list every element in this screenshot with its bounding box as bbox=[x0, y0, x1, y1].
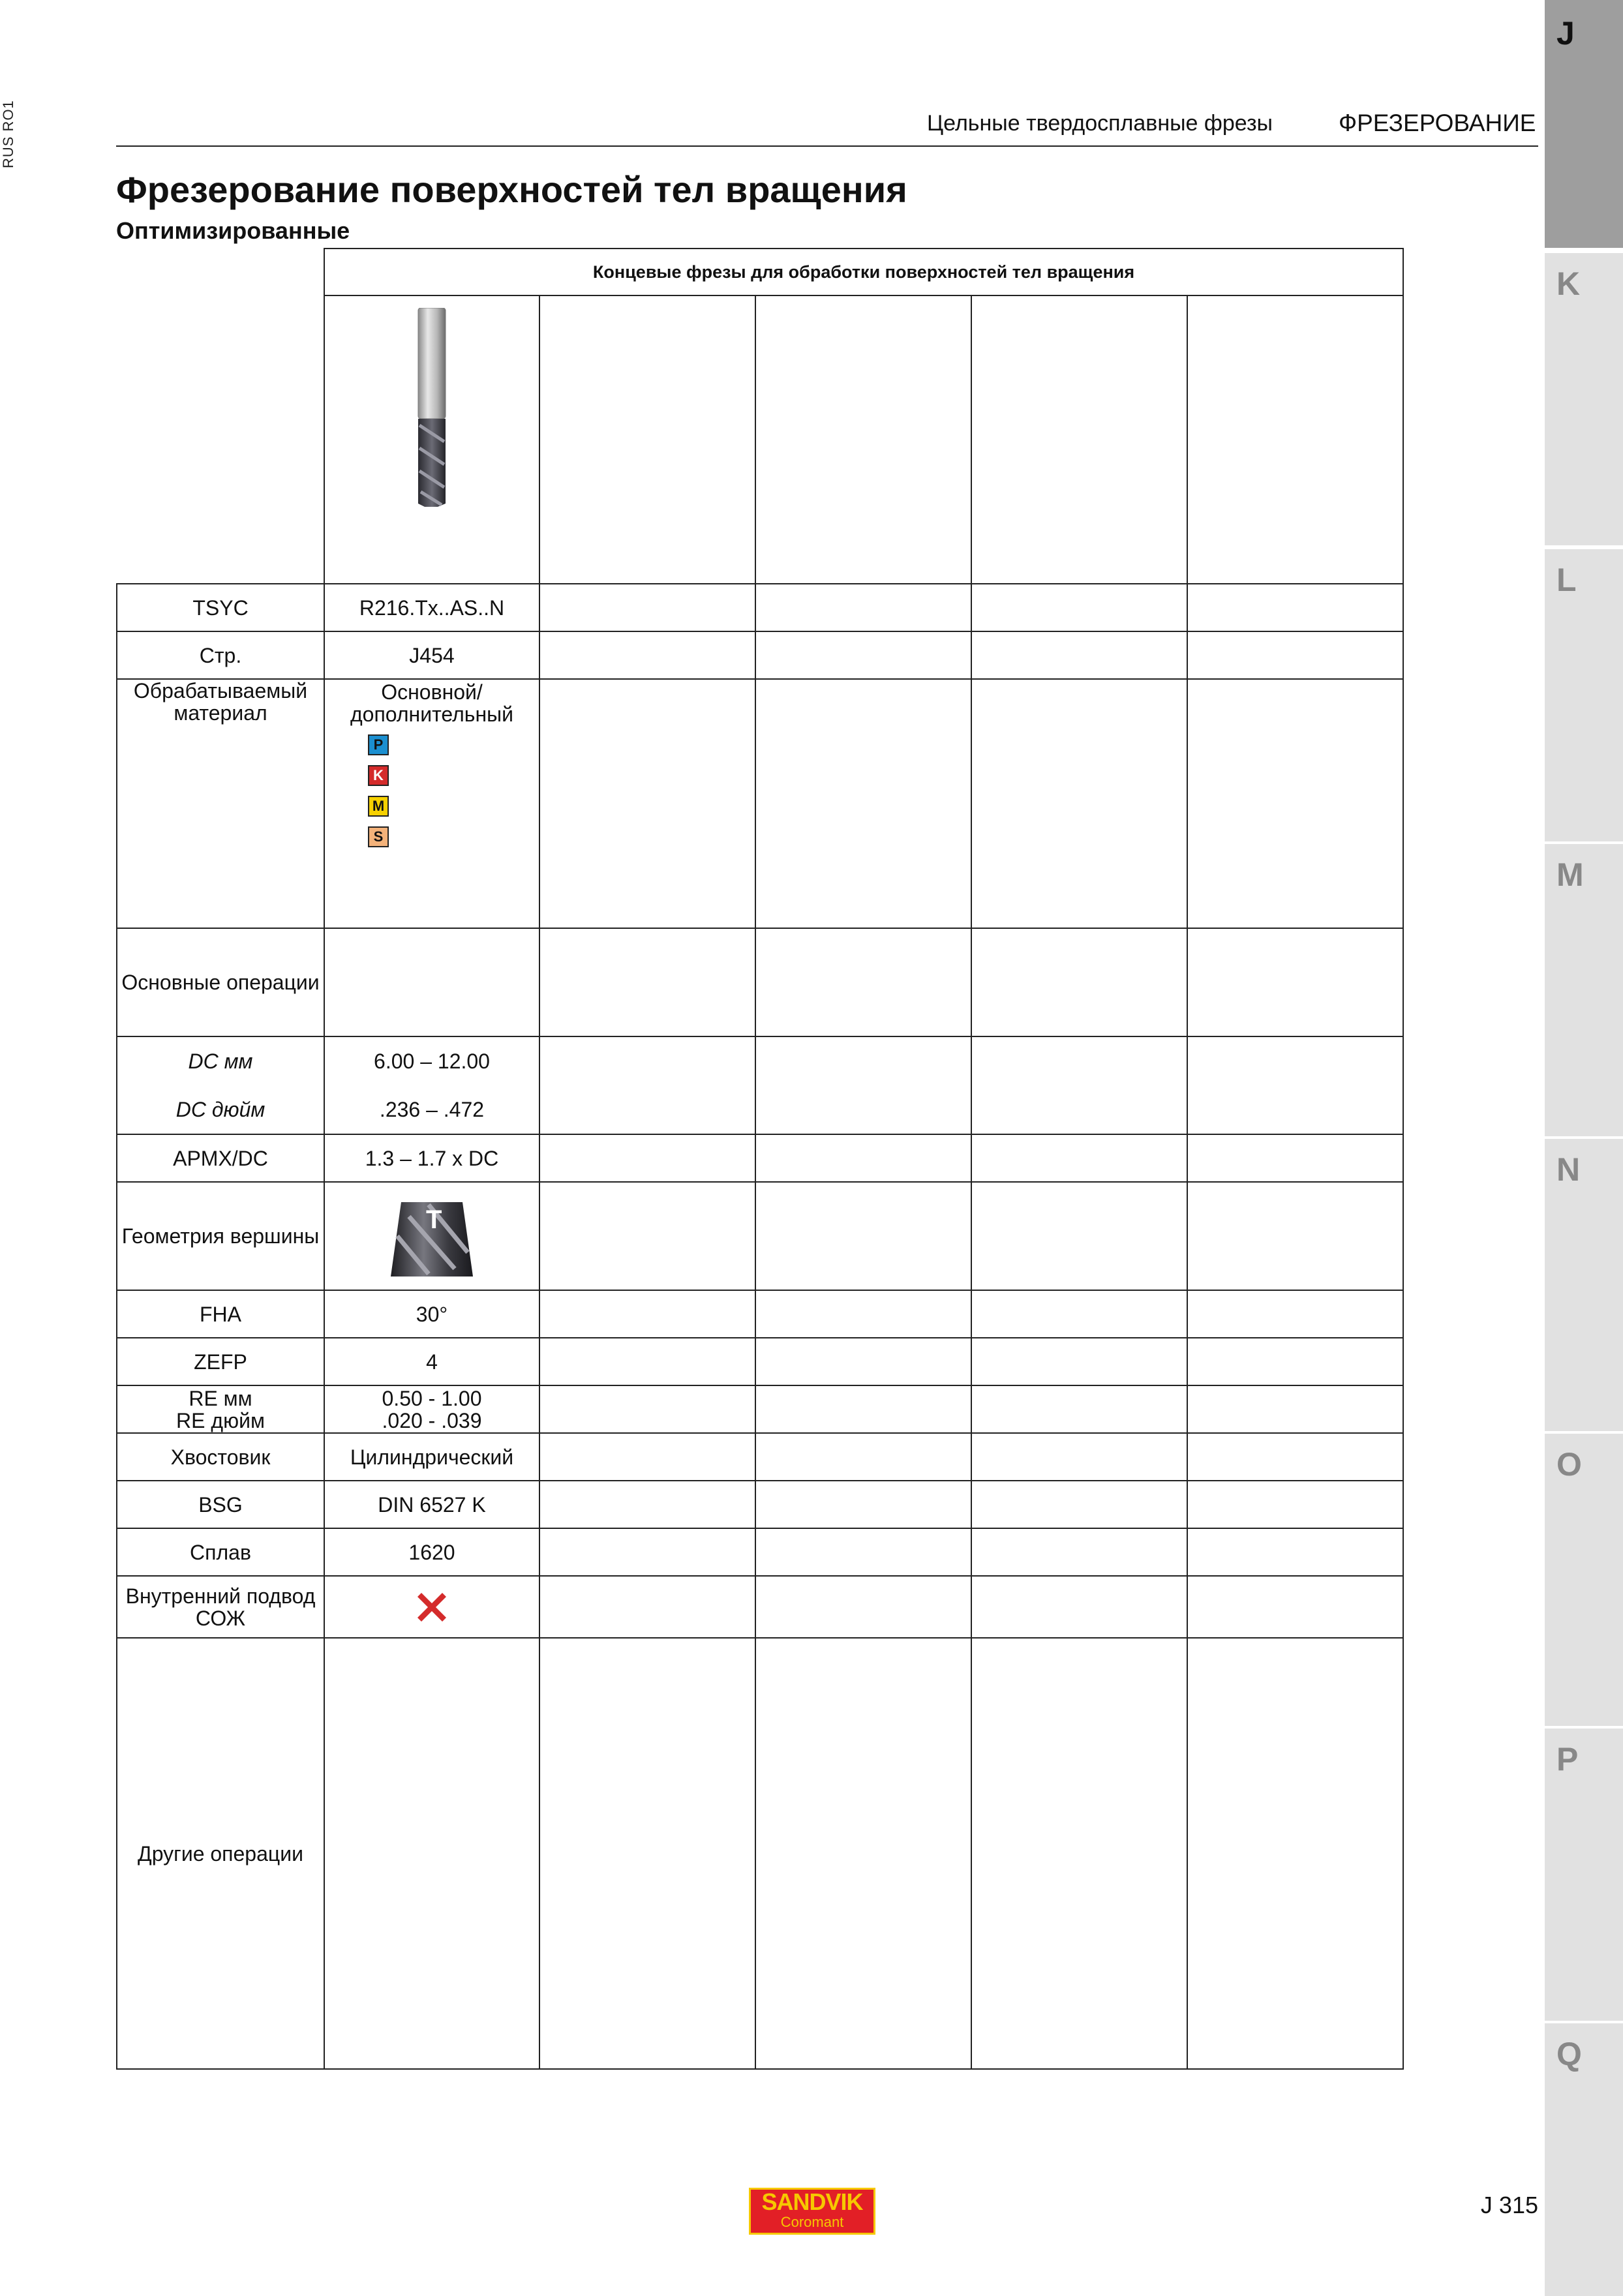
table-row bbox=[117, 1481, 1403, 1528]
row-label-grade: Сплав bbox=[117, 1528, 324, 1576]
tab-l[interactable] bbox=[1545, 549, 1623, 841]
logo-top-text: SANDVIK bbox=[761, 2188, 863, 2215]
tip-geometry-icon bbox=[383, 1190, 481, 1282]
value-fha: 30° bbox=[324, 1290, 539, 1338]
row-label-geometry: Геометрия вершины bbox=[117, 1182, 324, 1290]
tab-o[interactable] bbox=[1545, 1434, 1623, 1726]
sandvik-logo bbox=[749, 2188, 875, 2235]
row-label-fha: FHA bbox=[117, 1290, 324, 1338]
material-cell bbox=[324, 679, 539, 928]
table-row bbox=[117, 1182, 1403, 1290]
empty-corner bbox=[117, 249, 324, 584]
row-label-re bbox=[117, 1385, 324, 1433]
row-label-tsyc: TSYC bbox=[117, 584, 324, 631]
page-number: J 315 bbox=[1480, 2192, 1538, 2218]
value-page[interactable]: J454 bbox=[324, 631, 539, 679]
header-section-main: ФРЕЗЕРОВАНИЕ bbox=[1339, 110, 1536, 136]
header-divider bbox=[116, 145, 1538, 147]
chapter-tabs bbox=[1545, 0, 1623, 2296]
page-subtitle: Оптимизированные bbox=[116, 217, 350, 244]
table-row bbox=[117, 928, 1403, 1036]
tab-p[interactable] bbox=[1545, 1729, 1623, 2021]
table-row bbox=[117, 1290, 1403, 1338]
tab-q[interactable] bbox=[1545, 2023, 1623, 2296]
tab-j[interactable] bbox=[1545, 0, 1623, 248]
side-code: RUS RO1 bbox=[0, 100, 16, 168]
row-label-other-ops: Другие операции bbox=[117, 1638, 324, 2069]
material-badges bbox=[327, 734, 536, 847]
empty-cell bbox=[755, 295, 971, 584]
table-row bbox=[117, 1385, 1403, 1433]
table-row bbox=[117, 679, 1403, 928]
row-label-main-ops: Основные операции bbox=[117, 928, 324, 1036]
value-re bbox=[324, 1385, 539, 1433]
tip-geometry-letter: T bbox=[426, 1205, 442, 1234]
table-row bbox=[117, 1134, 1403, 1182]
row-label-shank: Хвостовик bbox=[117, 1433, 324, 1481]
row-label-page: Стр. bbox=[117, 631, 324, 679]
tab-letter: O bbox=[1556, 1446, 1582, 1483]
tab-letter: K bbox=[1556, 265, 1581, 302]
tab-letter: Q bbox=[1556, 2036, 1582, 2072]
group-header: Концевые фрезы для обработки поверхностей тел вращения bbox=[324, 249, 1403, 295]
value-tsyc: R216.Tx..AS..N bbox=[324, 584, 539, 631]
table-header-row bbox=[117, 249, 1403, 295]
table-row bbox=[117, 1036, 1403, 1134]
material-m-badge: M bbox=[368, 796, 389, 817]
tool-image-cell bbox=[324, 295, 539, 584]
value-zefp: 4 bbox=[324, 1338, 539, 1385]
material-p-badge: P bbox=[368, 734, 389, 755]
red-cross-icon bbox=[412, 1588, 451, 1627]
page-title: Фрезерование поверхностей тел вращения bbox=[116, 169, 907, 210]
tab-letter: P bbox=[1556, 1741, 1579, 1777]
row-label-bsg: BSG bbox=[117, 1481, 324, 1528]
value-re-inch: .020 - .039 bbox=[382, 1408, 482, 1432]
tab-letter: J bbox=[1556, 15, 1575, 52]
empty-cell bbox=[1187, 295, 1403, 584]
end-mill-image bbox=[409, 308, 455, 510]
table-row bbox=[117, 1528, 1403, 1576]
geometry-cell bbox=[324, 1182, 539, 1290]
tab-m[interactable] bbox=[1545, 844, 1623, 1136]
logo-bottom-text: Coromant bbox=[780, 2214, 844, 2230]
row-label-material: Обрабатываемый материал bbox=[117, 679, 324, 928]
table-row bbox=[117, 1638, 1403, 2069]
tab-letter: L bbox=[1556, 562, 1577, 598]
empty-cell bbox=[971, 295, 1187, 584]
row-label-re-mm: RE мм bbox=[189, 1386, 252, 1410]
tab-letter: N bbox=[1556, 1151, 1581, 1188]
table-row bbox=[117, 584, 1403, 631]
empty-cell bbox=[539, 295, 755, 584]
row-label-dc-mm: DC мм bbox=[188, 1050, 253, 1073]
value-other-ops bbox=[324, 1638, 539, 2069]
row-label-dc bbox=[117, 1036, 324, 1134]
value-apmx: 1.3 – 1.7 x DC bbox=[324, 1134, 539, 1182]
value-dc-inch: .236 – .472 bbox=[379, 1098, 485, 1121]
row-label-apmx: APMX/DC bbox=[117, 1134, 324, 1182]
table-row bbox=[117, 1433, 1403, 1481]
material-s-badge: S bbox=[368, 826, 389, 847]
table-row bbox=[117, 631, 1403, 679]
value-shank: Цилиндрический bbox=[324, 1433, 539, 1481]
value-bsg: DIN 6527 K bbox=[324, 1481, 539, 1528]
value-grade: 1620 bbox=[324, 1528, 539, 1576]
row-label-coolant: Внутренний подвод СОЖ bbox=[117, 1576, 324, 1638]
header-section-sub: Цельные твердосплавные фрезы bbox=[927, 111, 1273, 136]
row-label-zefp: ZEFP bbox=[117, 1338, 324, 1385]
coolant-cell bbox=[324, 1576, 539, 1638]
material-k-badge: K bbox=[368, 765, 389, 786]
value-dc bbox=[324, 1036, 539, 1134]
tab-n[interactable] bbox=[1545, 1139, 1623, 1431]
row-label-dc-inch: DC дюйм bbox=[175, 1098, 265, 1121]
row-label-re-inch: RE дюйм bbox=[176, 1408, 265, 1432]
table-row bbox=[117, 1576, 1403, 1638]
tab-letter: M bbox=[1556, 856, 1584, 893]
value-re-mm: 0.50 - 1.00 bbox=[382, 1386, 482, 1410]
value-dc-mm: 6.00 – 12.00 bbox=[374, 1050, 490, 1073]
spec-table bbox=[116, 248, 1404, 2070]
tab-k[interactable] bbox=[1545, 253, 1623, 545]
table-row bbox=[117, 1338, 1403, 1385]
material-value: Основной/ дополнительный bbox=[350, 680, 514, 726]
value-main-ops bbox=[324, 928, 539, 1036]
